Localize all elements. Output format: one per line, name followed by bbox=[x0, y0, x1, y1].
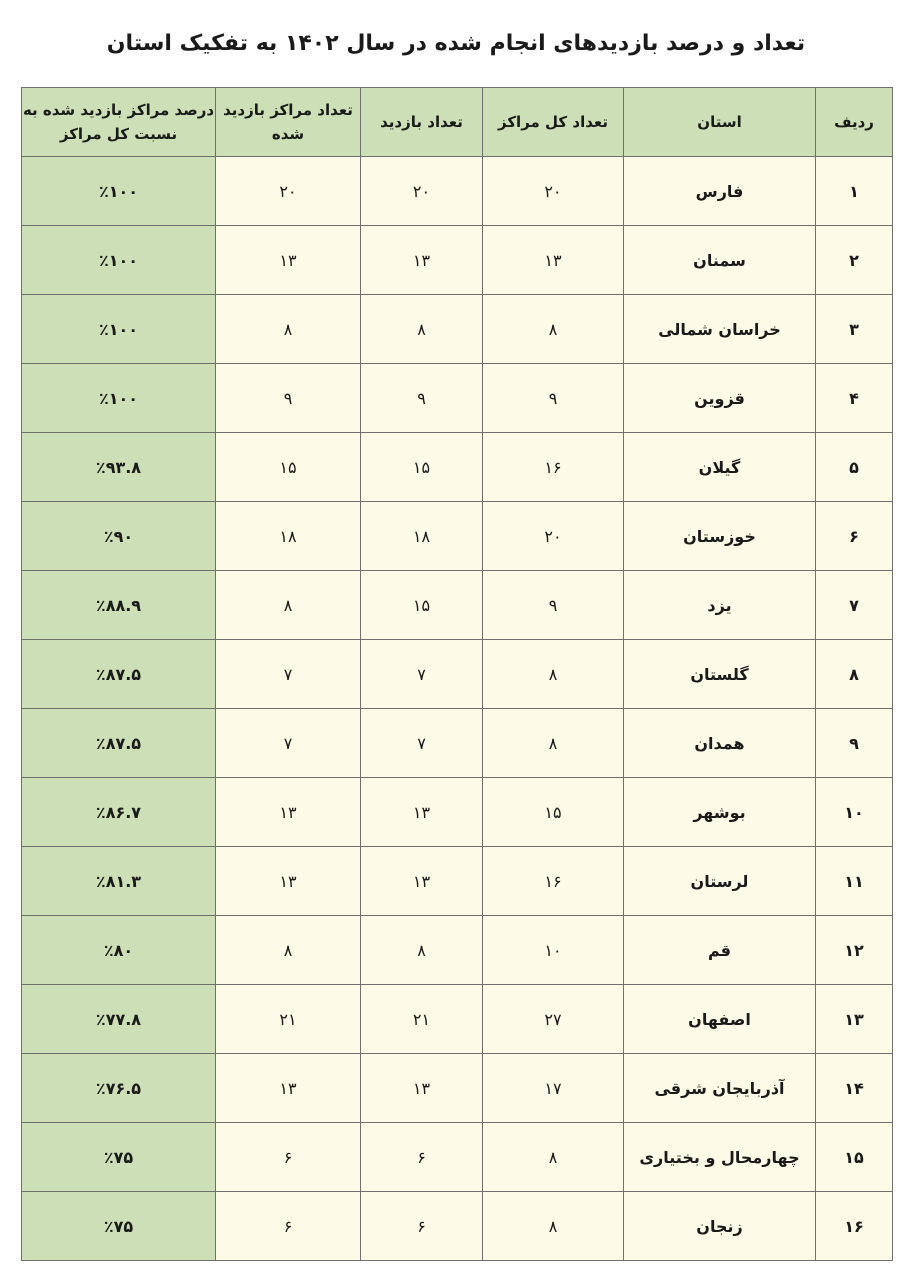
total-centers-cell: ۸ bbox=[483, 1123, 624, 1192]
total-centers-cell: ۲۷ bbox=[483, 985, 624, 1054]
table-row bbox=[22, 502, 893, 571]
total-centers-cell: ۸ bbox=[483, 295, 624, 364]
province-cell: سمنان bbox=[624, 226, 816, 295]
page-title: تعداد و درصد بازدیدهای انجام شده در سال ۱۴۰۲ به تفکیک استان bbox=[106, 31, 806, 56]
provinces-table bbox=[21, 87, 893, 1261]
visited-centers-cell: ۱۳ bbox=[216, 778, 361, 847]
percent-cell: ٪۸۷.۵ bbox=[22, 709, 216, 778]
table-row bbox=[22, 640, 893, 709]
total-centers-cell: ۱۶ bbox=[483, 847, 624, 916]
header-row-number: ردیف bbox=[816, 88, 893, 157]
row-number-cell: ۸ bbox=[816, 640, 893, 709]
province-cell: قزوین bbox=[624, 364, 816, 433]
table-body bbox=[22, 157, 893, 1261]
visits-cell: ۷ bbox=[361, 709, 483, 778]
table-row bbox=[22, 295, 893, 364]
visited-centers-cell: ۷ bbox=[216, 640, 361, 709]
percent-cell: ٪۷۵ bbox=[22, 1192, 216, 1261]
header-row bbox=[22, 88, 893, 157]
row-number-cell: ۱۵ bbox=[816, 1123, 893, 1192]
row-number-cell: ۱۳ bbox=[816, 985, 893, 1054]
visits-cell: ۶ bbox=[361, 1192, 483, 1261]
table-row bbox=[22, 778, 893, 847]
total-centers-cell: ۲۰ bbox=[483, 157, 624, 226]
row-number-cell: ۹ bbox=[816, 709, 893, 778]
province-cell: لرستان bbox=[624, 847, 816, 916]
visits-cell: ۱۳ bbox=[361, 1054, 483, 1123]
table-row bbox=[22, 916, 893, 985]
total-centers-cell: ۸ bbox=[483, 640, 624, 709]
province-cell: قم bbox=[624, 916, 816, 985]
row-number-cell: ۵ bbox=[816, 433, 893, 502]
total-centers-cell: ۱۳ bbox=[483, 226, 624, 295]
province-cell: زنجان bbox=[624, 1192, 816, 1261]
visits-cell: ۱۵ bbox=[361, 571, 483, 640]
visited-centers-cell: ۸ bbox=[216, 916, 361, 985]
visited-centers-cell: ۹ bbox=[216, 364, 361, 433]
table-row bbox=[22, 157, 893, 226]
percent-cell: ٪۱۰۰ bbox=[22, 226, 216, 295]
visited-centers-cell: ۱۳ bbox=[216, 847, 361, 916]
visited-centers-cell: ۱۸ bbox=[216, 502, 361, 571]
percent-cell: ٪۸۶.۷ bbox=[22, 778, 216, 847]
visited-centers-cell: ۲۰ bbox=[216, 157, 361, 226]
table-row bbox=[22, 985, 893, 1054]
visits-cell: ۸ bbox=[361, 916, 483, 985]
row-number-cell: ۲ bbox=[816, 226, 893, 295]
visits-cell: ۸ bbox=[361, 295, 483, 364]
row-number-cell: ۱۲ bbox=[816, 916, 893, 985]
visits-cell: ۱۸ bbox=[361, 502, 483, 571]
row-number-cell: ۷ bbox=[816, 571, 893, 640]
province-cell: بوشهر bbox=[624, 778, 816, 847]
table-row bbox=[22, 571, 893, 640]
visits-cell: ۱۳ bbox=[361, 226, 483, 295]
visited-centers-cell: ۱۳ bbox=[216, 1054, 361, 1123]
visited-centers-cell: ۱۵ bbox=[216, 433, 361, 502]
table-row bbox=[22, 1192, 893, 1261]
visits-cell: ۲۱ bbox=[361, 985, 483, 1054]
visits-cell: ۱۳ bbox=[361, 778, 483, 847]
percent-cell: ٪۷۷.۸ bbox=[22, 985, 216, 1054]
total-centers-cell: ۱۷ bbox=[483, 1054, 624, 1123]
visits-cell: ۹ bbox=[361, 364, 483, 433]
total-centers-cell: ۲۰ bbox=[483, 502, 624, 571]
visited-centers-cell: ۶ bbox=[216, 1123, 361, 1192]
header-visited-centers: تعداد مراکز بازدید شده bbox=[216, 88, 361, 157]
total-centers-cell: ۱۶ bbox=[483, 433, 624, 502]
total-centers-cell: ۱۰ bbox=[483, 916, 624, 985]
percent-cell: ٪۱۰۰ bbox=[22, 364, 216, 433]
percent-cell: ٪۷۵ bbox=[22, 1123, 216, 1192]
visits-cell: ۶ bbox=[361, 1123, 483, 1192]
total-centers-cell: ۸ bbox=[483, 1192, 624, 1261]
row-number-cell: ۱۱ bbox=[816, 847, 893, 916]
header-visits: تعداد بازدید bbox=[361, 88, 483, 157]
percent-cell: ٪۹۳.۸ bbox=[22, 433, 216, 502]
visits-cell: ۷ bbox=[361, 640, 483, 709]
province-cell: خوزستان bbox=[624, 502, 816, 571]
percent-cell: ٪۱۰۰ bbox=[22, 157, 216, 226]
table-row bbox=[22, 709, 893, 778]
province-cell: خراسان شمالی bbox=[624, 295, 816, 364]
province-cell: همدان bbox=[624, 709, 816, 778]
row-number-cell: ۱۰ bbox=[816, 778, 893, 847]
visits-cell: ۲۰ bbox=[361, 157, 483, 226]
visited-centers-cell: ۷ bbox=[216, 709, 361, 778]
row-number-cell: ۱۴ bbox=[816, 1054, 893, 1123]
row-number-cell: ۳ bbox=[816, 295, 893, 364]
percent-cell: ٪۸۸.۹ bbox=[22, 571, 216, 640]
row-number-cell: ۱ bbox=[816, 157, 893, 226]
row-number-cell: ۴ bbox=[816, 364, 893, 433]
percent-cell: ٪۸۷.۵ bbox=[22, 640, 216, 709]
table-row bbox=[22, 1054, 893, 1123]
province-cell: فارس bbox=[624, 157, 816, 226]
header-province: استان bbox=[624, 88, 816, 157]
percent-cell: ٪۱۰۰ bbox=[22, 295, 216, 364]
percent-cell: ٪۸۱.۳ bbox=[22, 847, 216, 916]
visited-centers-cell: ۶ bbox=[216, 1192, 361, 1261]
total-centers-cell: ۸ bbox=[483, 709, 624, 778]
row-number-cell: ۱۶ bbox=[816, 1192, 893, 1261]
visited-centers-cell: ۸ bbox=[216, 571, 361, 640]
province-cell: گلستان bbox=[624, 640, 816, 709]
table-row bbox=[22, 433, 893, 502]
percent-cell: ٪۸۰ bbox=[22, 916, 216, 985]
visited-centers-cell: ۱۳ bbox=[216, 226, 361, 295]
row-number-cell: ۶ bbox=[816, 502, 893, 571]
visits-cell: ۱۵ bbox=[361, 433, 483, 502]
province-cell: گیلان bbox=[624, 433, 816, 502]
province-cell: آذربایجان شرقی bbox=[624, 1054, 816, 1123]
table-row bbox=[22, 1123, 893, 1192]
visited-centers-cell: ۸ bbox=[216, 295, 361, 364]
table-row bbox=[22, 226, 893, 295]
province-cell: یزد bbox=[624, 571, 816, 640]
province-cell: چهارمحال و بختیاری bbox=[624, 1123, 816, 1192]
total-centers-cell: ۹ bbox=[483, 364, 624, 433]
header-total-centers: تعداد کل مراکز bbox=[483, 88, 624, 157]
total-centers-cell: ۱۵ bbox=[483, 778, 624, 847]
table-row bbox=[22, 364, 893, 433]
percent-cell: ٪۹۰ bbox=[22, 502, 216, 571]
province-cell: اصفهان bbox=[624, 985, 816, 1054]
table-row bbox=[22, 847, 893, 916]
visits-cell: ۱۳ bbox=[361, 847, 483, 916]
total-centers-cell: ۹ bbox=[483, 571, 624, 640]
header-percent: درصد مراکز بازدید شده به نسبت کل مراکز bbox=[22, 88, 216, 157]
percent-cell: ٪۷۶.۵ bbox=[22, 1054, 216, 1123]
visited-centers-cell: ۲۱ bbox=[216, 985, 361, 1054]
